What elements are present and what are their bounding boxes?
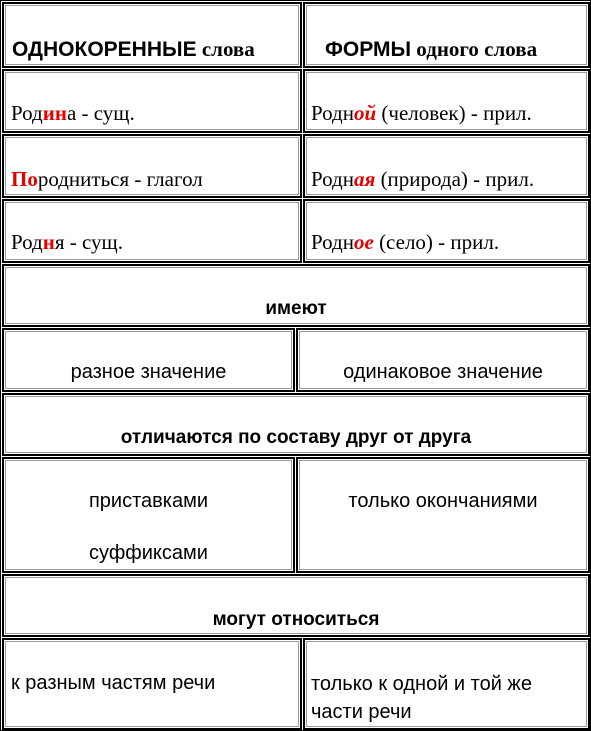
word-form-2 [311, 167, 534, 192]
word-part: Родн [311, 167, 354, 191]
word-part-highlight: По [11, 167, 38, 191]
header-forms-caps: ФОРМЫ [325, 38, 412, 61]
word-part: я - сущ. [54, 230, 123, 254]
word-form-1 [311, 101, 532, 126]
composition-endings: только окончаниями [348, 490, 538, 512]
word-form-3 [311, 230, 499, 255]
section-differ-title: отличаются по составу друг от друга [120, 427, 472, 448]
header-cognates [12, 37, 255, 62]
header-forms [325, 37, 537, 62]
cognate-word-1 [11, 101, 135, 126]
cognate-word-3 [11, 230, 123, 255]
pos-same-line1: только к одной и той же [311, 673, 532, 695]
composition-prefixes: приставками [88, 490, 209, 512]
header-cognates-caps: ОДНОКОРЕННЫЕ [12, 38, 197, 61]
ending-highlight: ой [353, 101, 377, 125]
header-cognates-rest: слова [196, 37, 255, 61]
word-part: (природа) - прил. [375, 167, 535, 191]
word-part: Род [11, 101, 43, 125]
word-part: Род [11, 230, 43, 254]
section-belong-title: могут относиться [212, 609, 380, 630]
composition-suffixes: суффиксами [89, 542, 208, 564]
pos-same-line2: части речи [311, 701, 412, 723]
pos-different: к разным частям речи [11, 672, 216, 694]
word-part: (человек) - прил. [376, 101, 532, 125]
meaning-same: одинаковое значение [343, 361, 543, 383]
cognate-word-2 [11, 167, 203, 192]
word-part: Родн [311, 230, 354, 254]
word-part: Родн [311, 101, 354, 125]
header-forms-rest: одного слова [411, 37, 538, 61]
ending-highlight: ая [353, 167, 376, 191]
word-part: (село) - прил. [373, 230, 500, 254]
word-part-highlight: н [42, 230, 55, 254]
meaning-different: разное значение [70, 361, 227, 383]
ending-highlight: ое [353, 230, 374, 254]
word-part-highlight: ин [42, 101, 67, 125]
section-have-title: имеют [265, 298, 327, 319]
word-part: а - сущ. [66, 101, 135, 125]
word-part: родниться - глагол [37, 167, 203, 191]
composition-right-cell [296, 457, 590, 573]
